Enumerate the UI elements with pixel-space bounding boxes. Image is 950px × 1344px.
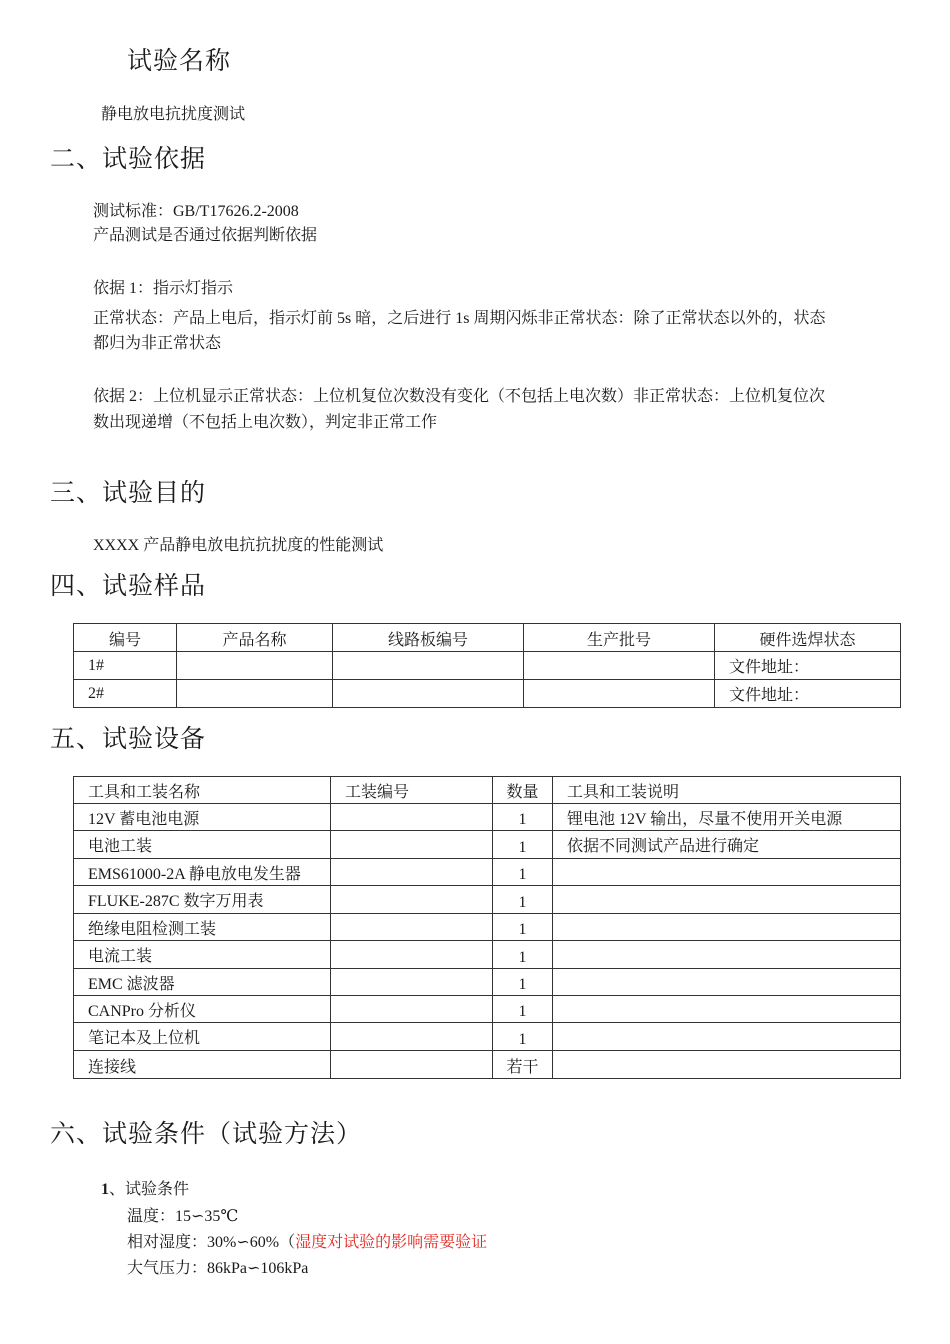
table-row [74, 652, 901, 680]
table-cell: 1 [493, 804, 553, 831]
table-cell [331, 969, 493, 996]
table-cell: 1 [493, 831, 553, 859]
table-cell [333, 652, 524, 680]
table-cell [553, 969, 901, 996]
equipment-table [73, 776, 901, 1079]
table-cell [553, 1023, 901, 1051]
header-cell: 产品名称 [177, 624, 333, 652]
table-row [74, 886, 901, 914]
header-cell: 编号 [74, 624, 177, 652]
table-cell: 1 [493, 941, 553, 969]
table-cell: 1 [493, 914, 553, 941]
table-header-row [74, 624, 901, 652]
table-cell [524, 680, 715, 708]
humidity-note: 湿度对试验的影响需要验证 [295, 1234, 488, 1251]
table-header-row [74, 777, 901, 804]
table-cell: 1 [493, 996, 553, 1023]
table-cell [177, 680, 333, 708]
header-cell: 硬件选焊状态 [715, 624, 901, 652]
header-cell: 工具和工装说明 [553, 777, 901, 804]
table-cell [331, 1051, 493, 1079]
table-cell: EMS61000-2A 静电放电发生器 [74, 859, 331, 886]
humidity-value: 相对湿度：30%∽60%（ [127, 1234, 296, 1251]
section-title-test-name: 试验名称 [127, 46, 232, 75]
header-cell: 生产批号 [524, 624, 715, 652]
section-title-samples: 四、试验样品 [50, 571, 207, 600]
table-cell: CANPro 分析仪 [74, 996, 331, 1023]
section-title-purpose: 三、试验目的 [50, 478, 207, 507]
table-cell: FLUKE-287C 数字万用表 [74, 886, 331, 914]
table-row [74, 996, 901, 1023]
table-cell [553, 996, 901, 1023]
samples-table [73, 623, 901, 708]
table-cell [331, 886, 493, 914]
table-row [74, 804, 901, 831]
basis-intro: 产品测试是否通过依据判断依据 [93, 227, 318, 244]
table-cell [553, 1051, 901, 1079]
table-cell: 锂电池 12V 输出，尽量不使用开关电源 [553, 804, 901, 831]
header-cell: 工具和工装名称 [74, 777, 331, 804]
basis1-line2: 都归为非正常状态 [93, 335, 222, 352]
conditions-subtitle [101, 1176, 189, 1199]
conditions-subtitle-number: 1 [101, 1181, 109, 1198]
table-cell [331, 859, 493, 886]
table-row [74, 1023, 901, 1051]
basis2-line2: 数出现递增（不包括上电次数），判定非正常工作 [93, 414, 438, 431]
table-cell: 1 [493, 969, 553, 996]
section-title-basis: 二、试验依据 [50, 144, 207, 173]
header-cell: 线路板编号 [333, 624, 524, 652]
table-cell [553, 914, 901, 941]
table-cell: 文件地址： [715, 680, 901, 708]
table-row [74, 914, 901, 941]
table-cell: 若干 [493, 1051, 553, 1079]
table-row [74, 1051, 901, 1079]
pressure-condition: 大气压力：86kPa∽106kPa [127, 1260, 309, 1277]
table-cell [331, 941, 493, 969]
table-cell: 12V 蓄电池电源 [74, 804, 331, 831]
test-standard: 测试标准：GB/T17626.2-2008 [93, 203, 299, 220]
humidity-condition [127, 1229, 487, 1252]
table-cell: 依据不同测试产品进行确定 [553, 831, 901, 859]
basis1-line1: 正常状态：产品上电后，指示灯前 5s 暗，之后进行 1s 周期闪烁非正常状态：除了正常状态以外的，状态 [93, 310, 826, 327]
table-cell [333, 680, 524, 708]
table-cell [331, 996, 493, 1023]
header-cell: 工装编号 [331, 777, 493, 804]
table-cell: 1 [493, 886, 553, 914]
table-cell [553, 886, 901, 914]
table-cell: 电流工装 [74, 941, 331, 969]
section-title-equipment: 五、试验设备 [50, 724, 207, 753]
conditions-subtitle-text: 、试验条件 [109, 1181, 190, 1198]
table-row [74, 831, 901, 859]
table-cell: 笔记本及上位机 [74, 1023, 331, 1051]
table-cell: 1# [74, 652, 177, 680]
header-cell: 数量 [493, 777, 553, 804]
table-cell [331, 804, 493, 831]
purpose-content: XXXX 产品静电放电抗抗扰度的性能测试 [93, 537, 384, 554]
table-cell: 绝缘电阻检测工装 [74, 914, 331, 941]
table-cell: 1 [493, 1023, 553, 1051]
table-cell: EMC 滤波器 [74, 969, 331, 996]
table-cell [177, 652, 333, 680]
temperature-condition: 温度：15∽35℃ [127, 1208, 239, 1225]
table-row [74, 941, 901, 969]
table-cell [553, 941, 901, 969]
table-row [74, 680, 901, 708]
basis1-title: 依据 1：指示灯指示 [93, 280, 234, 297]
table-cell: 2# [74, 680, 177, 708]
table-cell: 文件地址： [715, 652, 901, 680]
basis2-line1: 依据 2：上位机显示正常状态：上位机复位次数没有变化（不包括上电次数）非正常状态：上位机复位次 [93, 388, 826, 405]
table-cell: 连接线 [74, 1051, 331, 1079]
table-cell [524, 652, 715, 680]
table-cell [331, 831, 493, 859]
table-row [74, 859, 901, 886]
table-cell [331, 914, 493, 941]
table-row [74, 969, 901, 996]
test-name-content: 静电放电抗扰度测试 [101, 106, 246, 123]
table-cell [553, 859, 901, 886]
section-title-conditions: 六、试验条件（试验方法） [50, 1119, 363, 1148]
table-cell [331, 1023, 493, 1051]
table-cell: 电池工装 [74, 831, 331, 859]
table-cell: 1 [493, 859, 553, 886]
